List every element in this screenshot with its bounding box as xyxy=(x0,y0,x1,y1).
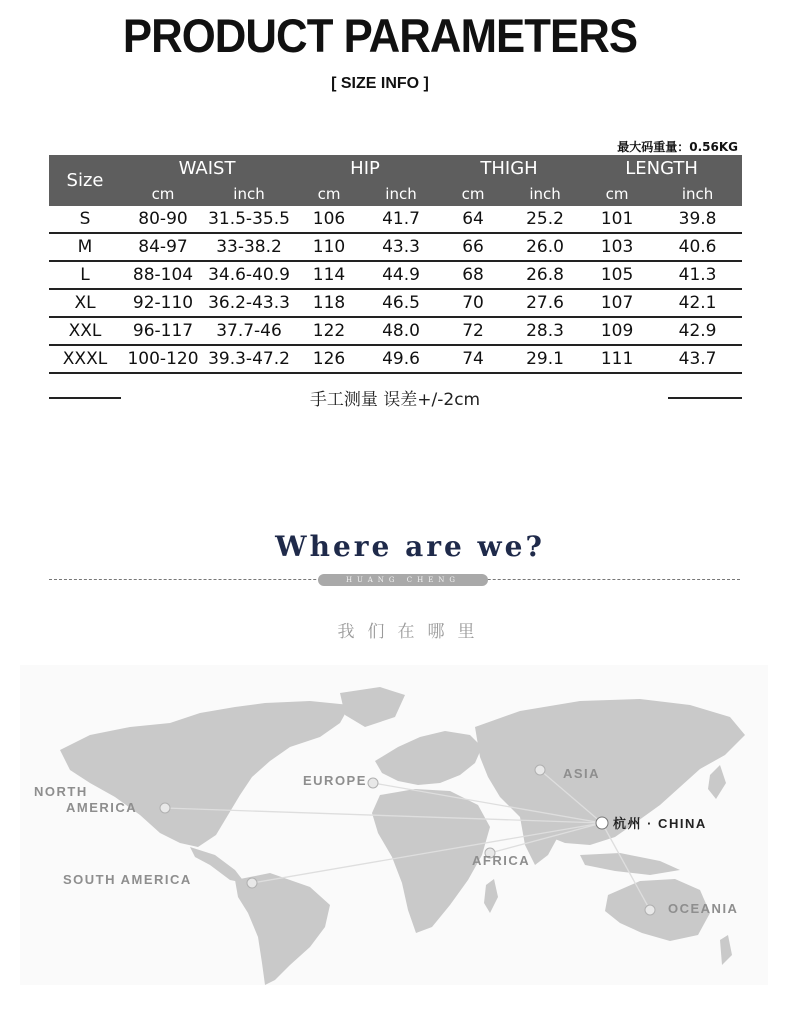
table-cell: 110 xyxy=(293,233,365,261)
thigh-header: THIGH xyxy=(437,155,581,182)
table-cell: 41.7 xyxy=(365,206,437,233)
table-cell: 118 xyxy=(293,289,365,317)
map-label-south-america: SOUTH AMERICA xyxy=(63,872,192,887)
max-weight-note: 最大码重量：0.56KG xyxy=(617,140,738,154)
table-cell: 122 xyxy=(293,317,365,345)
page-title: PRODUCT PARAMETERS xyxy=(122,9,638,62)
table-cell: M xyxy=(49,233,121,261)
table-cell: 40.6 xyxy=(653,233,742,261)
table-cell: 72 xyxy=(437,317,509,345)
table-cell: 31.5-35.5 xyxy=(205,206,293,233)
table-unit-row xyxy=(49,182,742,206)
table-cell: 68 xyxy=(437,261,509,289)
map-label-asia: ASIA xyxy=(563,766,601,781)
table-cell: 101 xyxy=(581,206,653,233)
table-cell: 105 xyxy=(581,261,653,289)
table-cell: 111 xyxy=(581,345,653,373)
table-cell: 26.8 xyxy=(509,261,581,289)
table-cell: 103 xyxy=(581,233,653,261)
table-cell: 107 xyxy=(581,289,653,317)
map-label-north-america: AMERICA xyxy=(66,800,138,815)
table-cell: XL xyxy=(49,289,121,317)
unit-header: cm xyxy=(437,182,509,206)
table-cell: 33-38.2 xyxy=(205,233,293,261)
table-cell: 66 xyxy=(437,233,509,261)
table-cell: 41.3 xyxy=(653,261,742,289)
location-subtitle-cn: 我们在哪里 xyxy=(337,622,488,642)
table-cell: 80-90 xyxy=(121,206,205,233)
table-cell: 28.3 xyxy=(509,317,581,345)
size-column-header: Size xyxy=(49,155,121,206)
measurement-note: 手工测量 误差+/-2cm xyxy=(309,390,481,410)
table-cell: L xyxy=(49,261,121,289)
madagascar-shape xyxy=(484,879,498,913)
table-cell: 39.3-47.2 xyxy=(205,345,293,373)
table-header-row xyxy=(49,155,742,182)
world-map xyxy=(20,665,768,985)
table-cell: 100-120 xyxy=(121,345,205,373)
length-header: LENGTH xyxy=(581,155,742,182)
table-cell: 27.6 xyxy=(509,289,581,317)
table-row xyxy=(49,206,742,233)
unit-header: inch xyxy=(653,182,742,206)
table-cell: 109 xyxy=(581,317,653,345)
table-cell: 34.6-40.9 xyxy=(205,261,293,289)
table-cell: 106 xyxy=(293,206,365,233)
europe-marker xyxy=(368,778,378,788)
table-cell: 96-117 xyxy=(121,317,205,345)
table-cell: 84-97 xyxy=(121,233,205,261)
table-cell: XXXL xyxy=(49,345,121,373)
table-cell: 39.8 xyxy=(653,206,742,233)
brand-pill: HUANG CHENG xyxy=(318,574,488,586)
unit-header: cm xyxy=(581,182,653,206)
hip-header: HIP xyxy=(293,155,437,182)
table-row xyxy=(49,233,742,261)
table-cell: 49.6 xyxy=(365,345,437,373)
japan-shape xyxy=(708,765,726,799)
new-zealand-shape xyxy=(720,935,732,965)
europe-shape xyxy=(375,731,482,785)
south-america-shape xyxy=(235,873,330,985)
location-title: Where are we? xyxy=(275,530,545,563)
table-cell: 36.2-43.3 xyxy=(205,289,293,317)
table-cell: 48.0 xyxy=(365,317,437,345)
table-cell: 25.2 xyxy=(509,206,581,233)
continents xyxy=(60,687,745,985)
table-cell: 44.9 xyxy=(365,261,437,289)
map-label-china: 杭州 · CHINA xyxy=(613,816,707,831)
table-cell: 126 xyxy=(293,345,365,373)
unit-header: inch xyxy=(205,182,293,206)
table-cell: 114 xyxy=(293,261,365,289)
size-table xyxy=(49,155,742,374)
table-cell: 42.9 xyxy=(653,317,742,345)
section-subtitle: [ SIZE INFO ] xyxy=(331,75,429,92)
table-cell: XXL xyxy=(49,317,121,345)
table-cell: 88-104 xyxy=(121,261,205,289)
unit-header: inch xyxy=(509,182,581,206)
table-cell: 46.5 xyxy=(365,289,437,317)
table-cell: 29.1 xyxy=(509,345,581,373)
table-cell: 70 xyxy=(437,289,509,317)
waist-header: WAIST xyxy=(121,155,293,182)
table-row xyxy=(49,261,742,289)
south-america-marker xyxy=(247,878,257,888)
divider-right xyxy=(668,397,742,399)
table-cell: 43.3 xyxy=(365,233,437,261)
asia-marker xyxy=(535,765,545,775)
table-cell: 37.7-46 xyxy=(205,317,293,345)
table-cell: 64 xyxy=(437,206,509,233)
unit-header: inch xyxy=(365,182,437,206)
map-label-north-america: NORTH xyxy=(34,784,88,799)
china-marker xyxy=(596,817,608,829)
table-row xyxy=(49,289,742,317)
table-cell: 74 xyxy=(437,345,509,373)
map-label-europe: EUROPE xyxy=(303,773,367,788)
north-america-marker xyxy=(160,803,170,813)
table-row xyxy=(49,317,742,345)
table-cell: 26.0 xyxy=(509,233,581,261)
table-cell: 92-110 xyxy=(121,289,205,317)
central-america-shape xyxy=(190,847,245,883)
greenland-shape xyxy=(340,687,405,727)
unit-header: cm xyxy=(293,182,365,206)
oceania-marker xyxy=(645,905,655,915)
table-cell: 43.7 xyxy=(653,345,742,373)
map-label-africa: AFRICA xyxy=(472,853,531,868)
table-row xyxy=(49,345,742,373)
unit-header: cm xyxy=(121,182,205,206)
table-cell: S xyxy=(49,206,121,233)
indonesia-shape xyxy=(580,853,680,875)
table-cell: 42.1 xyxy=(653,289,742,317)
map-label-oceania: OCEANIA xyxy=(668,901,739,916)
